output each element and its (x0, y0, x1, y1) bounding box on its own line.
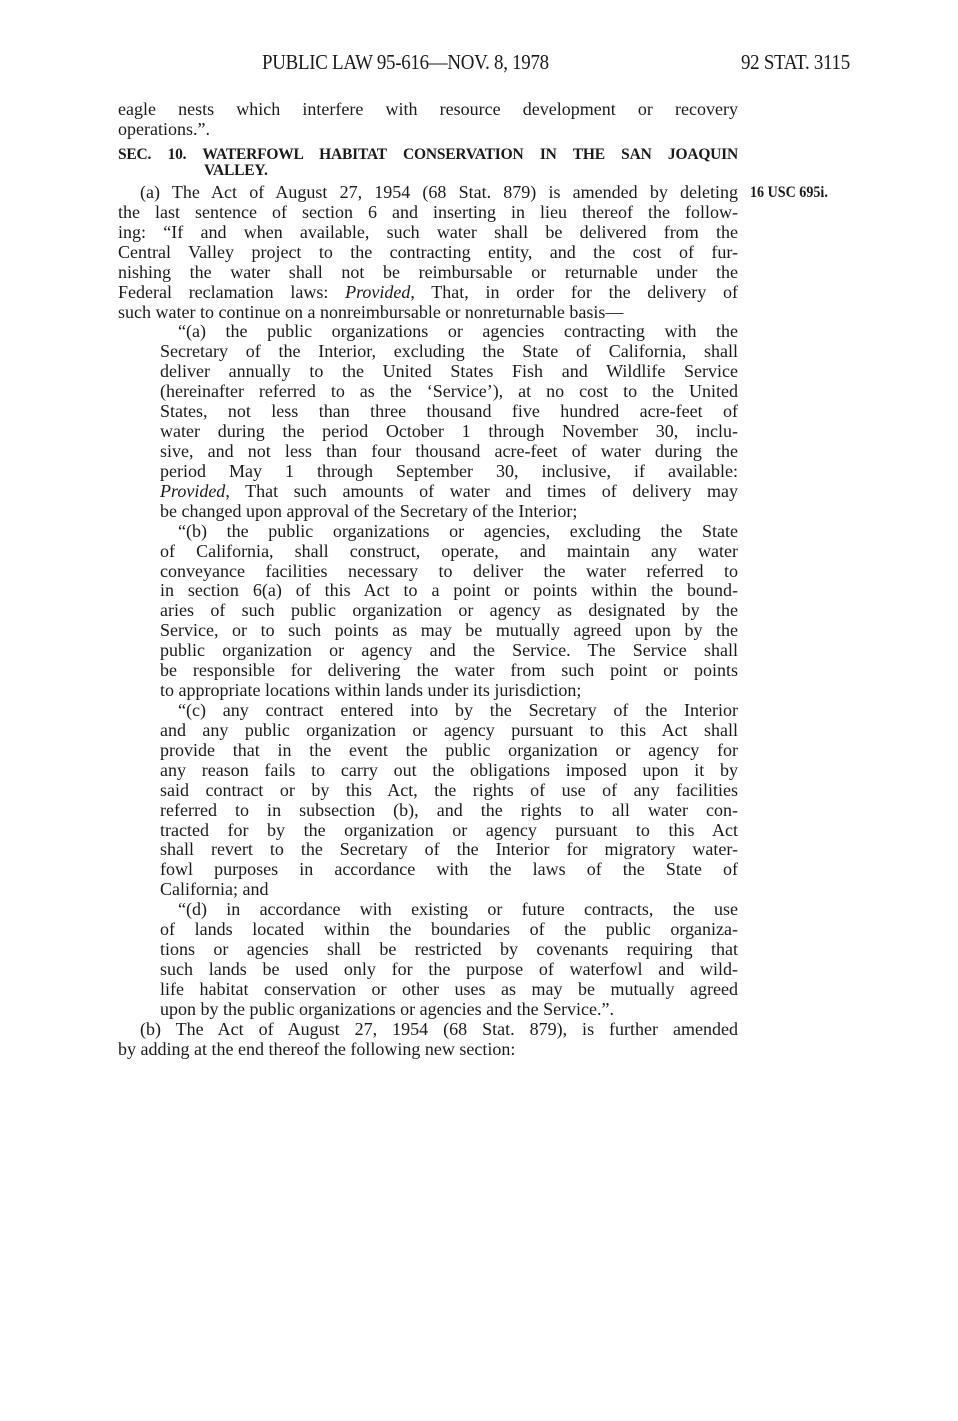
text-line: Secretary of the Interior, excluding the State of California, shall (160, 341, 738, 362)
text-line: provide that in the event the public organization or agency for (160, 739, 738, 760)
text-line: conveyance facilities necessary to deliver the water referred to (160, 560, 738, 581)
heading-line: SEC. 10. WATERFOWL HABITAT CONSERVATION IN THE SAN JOAQUIN (118, 146, 738, 163)
text-line: of lands located within the boundaries of the public organiza- (160, 919, 738, 940)
italic-term: Provided (345, 281, 411, 302)
text-line: operations.”. (118, 118, 210, 139)
text-line (118, 283, 738, 303)
quoted-paragraph (160, 522, 738, 701)
text-line: any reason fails to carry out the obligations imposed upon it by (160, 759, 738, 780)
text-line: (b) The Act of August 27, 1954 (68 Stat. 879), is further amended (140, 1018, 738, 1039)
quoted-paragraph (160, 900, 738, 1020)
quoted-paragraph (160, 322, 738, 521)
text-line: public organization or agency and the Service. The Service shall (160, 640, 738, 661)
paragraph (118, 183, 738, 322)
text-line: life habitat conservation or other uses as may be mutually agreed (160, 978, 738, 999)
text-line: Central Valley project to the contracting entity, and the cost of fur- (118, 241, 738, 262)
text-line: “(b) the public organizations or agencies, excluding the State (178, 520, 738, 541)
heading-line: VALLEY. (204, 162, 268, 179)
text-line: water during the period October 1 through November 30, inclu- (160, 421, 738, 442)
text-line (160, 482, 738, 502)
text-segment: Federal reclamation laws: (118, 281, 346, 302)
quoted-paragraph (160, 701, 738, 900)
text-line: be responsible for delivering the water from such point or points (160, 660, 738, 681)
text-line: by adding at the end thereof the following new section: (118, 1038, 516, 1059)
intro-text (118, 100, 738, 140)
text-line: eagle nests which interfere with resource development or recovery (118, 99, 738, 119)
text-line: “(d) in accordance with existing or future contracts, the use (178, 899, 738, 920)
text-line: (a) The Act of August 27, 1954 (68 Stat. 879) is amended by deleting (140, 182, 738, 202)
text-line: such lands be used only for the purpose of waterfowl and wild- (160, 958, 738, 979)
text-line: States, not less than three thousand five hundred acre-feet of (160, 401, 738, 422)
paragraph (118, 1020, 738, 1060)
page-number: 92 STAT. 3115 (741, 50, 850, 74)
text-line: shall revert to the Secretary of the Interior for migratory water- (160, 839, 738, 860)
italic-term: Provided (160, 480, 226, 501)
text-line: in section 6(a) of this Act to a point or points within the bound- (160, 580, 738, 601)
text-segment: , That, in order for the delivery of (410, 281, 738, 302)
text-line: sive, and not less than four thousand acre-feet of water during the (160, 440, 738, 461)
text-segment: , That such amounts of water and times of delivery may (225, 480, 738, 501)
text-line: referred to in subsection (b), and the rights to all water con- (160, 799, 738, 820)
text-line: the last sentence of section 6 and inserting in lieu thereof the follow- (118, 201, 738, 222)
text-line: deliver annually to the United States Fish and Wildlife Service (160, 361, 738, 382)
text-line: period May 1 through September 30, inclusive, if available: (160, 460, 738, 481)
text-line: be changed upon approval of the Secretary of the Interior; (160, 500, 578, 521)
text-line: to appropriate locations within lands under its jurisdiction; (160, 680, 582, 701)
text-line: “(a) the public organizations or agencies contracting with the (178, 321, 738, 342)
text-line: and any public organization or agency pursuant to this Act shall (160, 719, 738, 740)
text-line: ing: “If and when available, such water shall be delivered from the (118, 221, 738, 242)
text-line: California; and (160, 879, 269, 900)
text-line: Service, or to such points as may be mutually agreed upon by the (160, 620, 738, 641)
text-line: said contract or by this Act, the rights of use of any facilities (160, 779, 738, 800)
text-line: fowl purposes in accordance with the laws of the State of (160, 859, 738, 880)
text-line: “(c) any contract entered into by the Secretary of the Interior (178, 699, 738, 720)
running-header-title: PUBLIC LAW 95-616—NOV. 8, 1978 (262, 50, 549, 74)
text-line: aries of such public organization or agency as designated by the (160, 600, 738, 621)
text-line: tions or agencies shall be restricted by covenants requiring that (160, 939, 738, 960)
body-text (118, 183, 738, 1060)
margin-citation: 16 USC 695i. (750, 184, 828, 201)
text-line: of California, shall construct, operate, and maintain any water (160, 540, 738, 561)
text-line: such water to continue on a nonreimbursable or nonreturnable basis— (118, 301, 624, 322)
text-line: upon by the public organizations or agencies and the Service.”. (160, 998, 615, 1019)
text-line: tracted for by the organization or agency pursuant to this Act (160, 819, 738, 840)
text-line: (hereinafter referred to as the ‘Service’), at no cost to the United (160, 381, 738, 402)
text-line: nishing the water shall not be reimbursable or returnable under the (118, 261, 738, 282)
section-heading (118, 147, 738, 179)
